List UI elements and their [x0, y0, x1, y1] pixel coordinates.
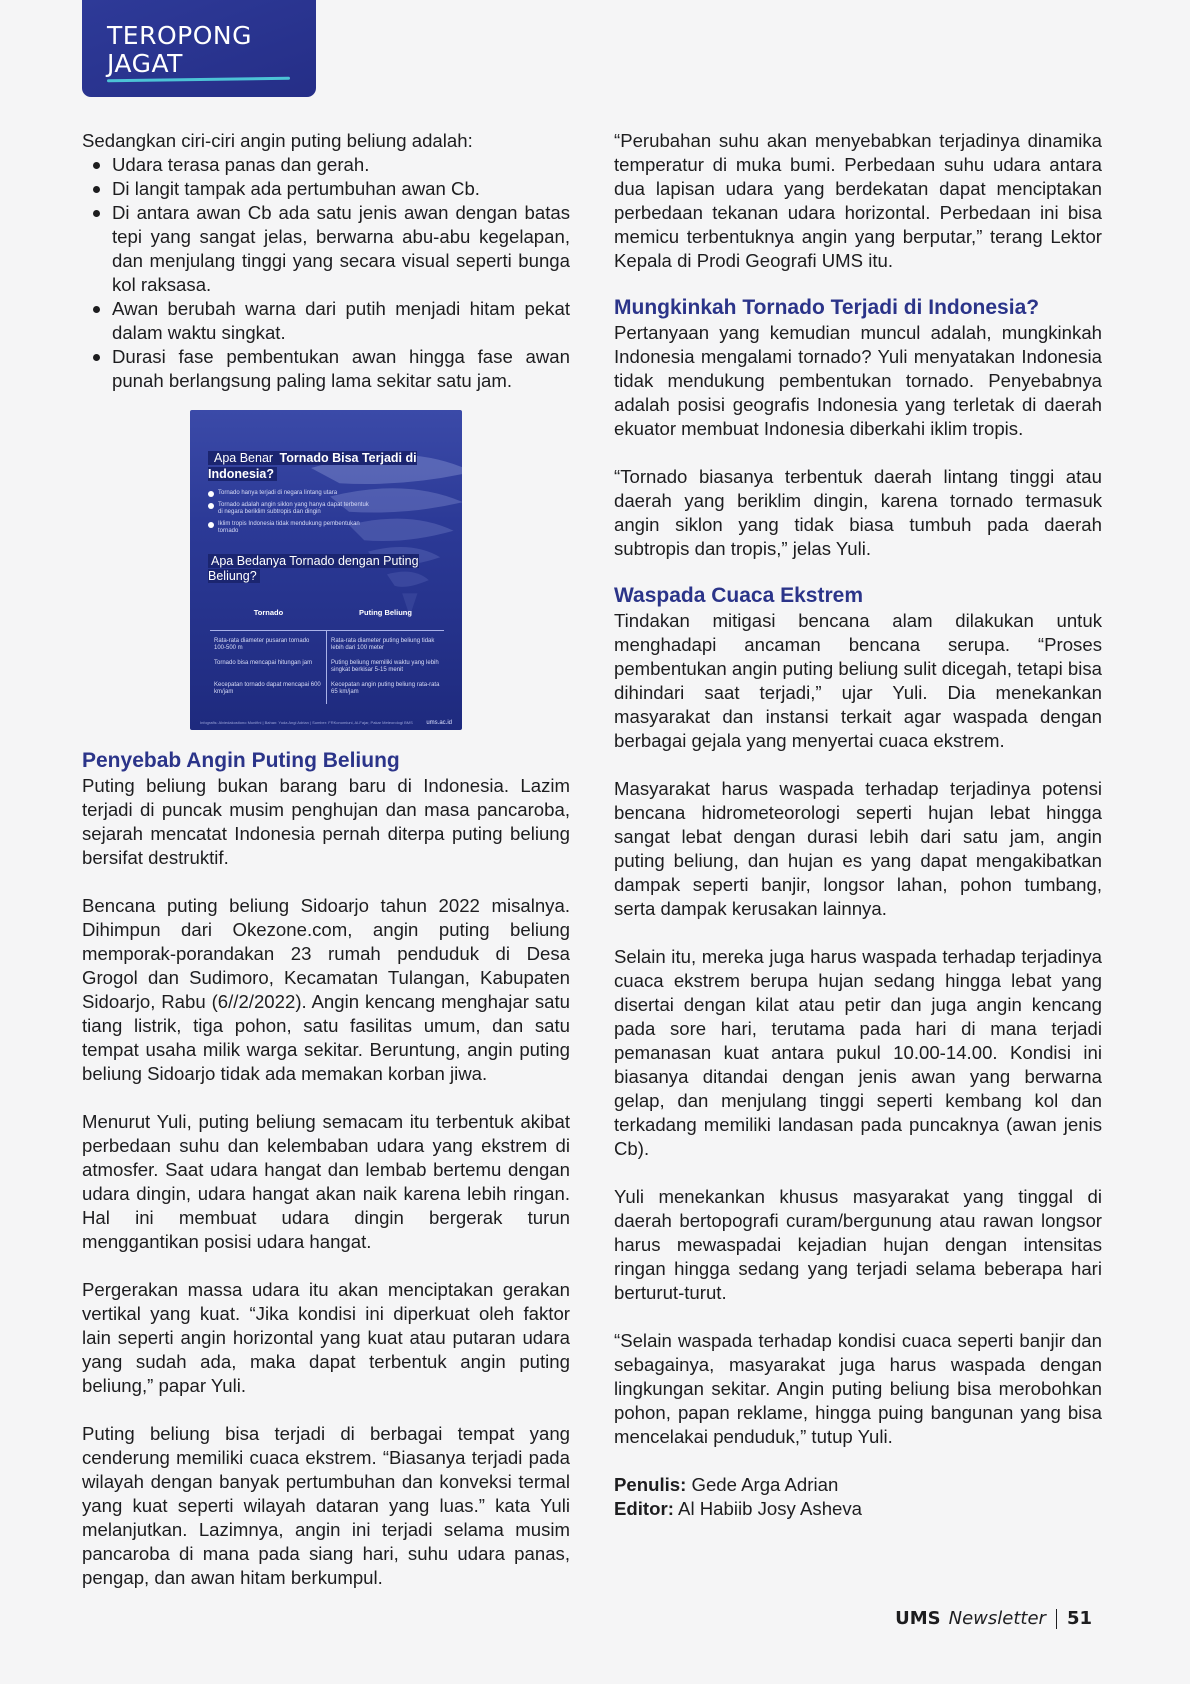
table-cell: Kecepatan tornado dapat mencapai 600 km/jam — [214, 682, 321, 695]
paragraph: Pergerakan massa udara itu akan menciptakan gerakan vertikal yang kuat. “Jika kondisi ini diperkuat oleh faktor lain seperti angin horizontal yang kuat atau putaran udara yang sudah ada, maka dapat terbentuk angin puting beliung,” papar Yuli. — [82, 1279, 570, 1396]
list-item: Di antara awan Cb ada satu jenis awan dengan batas tepi yang sangat jelas, berwarna abu-abu kegelapan, dan menjulang tinggi yang secara visual seperti bunga kol raksasa. — [82, 201, 570, 297]
table-cell: Rata-rata diameter pusaran tornado 100-500 m — [214, 638, 310, 651]
paragraph: Masyarakat harus waspada terhadap terjadinya potensi bencana hidrometeorologi seperti hujan lebat hingga sangat lebat dengan durasi lebih dari satu jam, angin puting beliung, dan hujan es yang dapat mengakibatkan dampak seperti banjir, longsor lahan, pohon tumbang, serta dampak kerusakan lainnya. — [614, 778, 1102, 919]
list-item: Di langit tampak ada pertumbuhan awan Cb. — [82, 177, 570, 201]
paragraph: Pertanyaan yang kemudian muncul adalah, mungkinkah Indonesia mengalami tornado? Yuli menyatakan Indonesia tidak mendukung pembentukan tornado. Penyebabnya adalah posisi geografis Indonesia yang terletak di daerah ekuator membuat Indonesia diberkahi iklim tropis. — [614, 322, 1102, 439]
paragraph: “Perubahan suhu akan menyebabkan terjadinya dinamika temperatur di muka bumi. Perbedaan suhu udara antara dua lapisan udara yang berdekatan dapat menciptakan perbedaan tekanan udara horizontal. Perbedaan ini bisa memicu terbentuknya angin yang berputar,” terang Lektor Kepala di Prodi Geografi UMS itu. — [614, 130, 1102, 271]
section-tab — [82, 0, 316, 97]
footer-brand: UMS — [895, 1608, 941, 1629]
page-footer — [895, 1607, 1092, 1631]
section-title-line2: JAGAT — [107, 49, 183, 78]
paragraph: Puting beliung bisa terjadi di berbagai tempat yang cenderung memiliki cuaca ekstrem. “Biasanya terjadi pada wilayah dengan banyak pertumbuhan dan konveksi termal yang kuat seperti wilayah dataran yang luas.” kata Yuli melanjutkan. Lazimnya, angin ini terjadi selama musim pancaroba di mana pada siang hari, suhu udara panas, pengap, dan awan hitam berkumpul. — [82, 1423, 570, 1588]
paragraph: Puting beliung bukan barang baru di Indonesia. Lazim terjadi di puncak musim penghujan dan masa pancaroba, sejarah mencatat Indonesia pernah diterpa puting beliung bersifat destruktif. — [82, 775, 570, 868]
right-column — [614, 129, 1102, 1521]
characteristics-list — [82, 153, 570, 393]
table-cell: Tornado bisa mencapai hitungan jam — [214, 660, 313, 666]
list-item: Awan berubah warna dari putih menjadi hitam pekat dalam waktu singkat. — [82, 297, 570, 345]
list-item: Tornado hanya terjadi di negara lintang utara — [208, 490, 373, 498]
writer-credit: Penulis: Gede Arga Adrian — [614, 1474, 839, 1495]
paragraph: Yuli menekankan khusus masyarakat yang tinggal di daerah bertopografi curam/bergunung atau rawan longsor harus mewaspadai kejadian hujan dengan intensitas ringan hingga sedang yang terjadi selama beberapa hari berturut-turut. — [614, 1186, 1102, 1303]
paragraph: Menurut Yuli, puting beliung semacam itu terbentuk akibat perbedaan suhu dan kelembaban udara yang ekstrem di atmosfer. Saat udara hangat dan lembab bertemu dengan udara dingin, udara hangat akan naik karena lebih ringan. Hal ini membuat udara dingin bergerak turun menggantikan posisi udara hangat. — [82, 1111, 570, 1252]
paragraph: Tindakan mitigasi bencana alam dilakukan untuk menghadapi ancaman bencana serupa. “Proses pembentukan angin puting beliung sulit dicegah, tetapi bisa dihindari saat terjadi,” ujar Yuli. Dia menekankan masyarakat dan instansi terkait agar waspada dengan berbagai gejala yang menyertai cuaca ekstrem. — [614, 610, 1102, 751]
column-header: Tornado — [253, 608, 284, 617]
infographic-brand: ums.ac.id — [426, 720, 452, 726]
heading-causes: Penyebab Angin Puting Beliung — [82, 749, 400, 772]
infographic-credit: Infografis: Alviedakostiono Munifini | Bahan: Yuda Angi Adrian | Sumber: FRKonomiuni, Al-Fajar, Pakar Meteorologi BMS — [200, 720, 413, 725]
table-cell: Puting beliung memiliki waktu yang lebih singkat berkisar 5-15 menit — [331, 660, 439, 673]
infographic-footer — [190, 716, 462, 730]
list-item: Tornado adalah angin siklon yang hanya dapat terbentuk di negara beriklim subtropis dan dingin — [208, 502, 373, 517]
table-cell: Kecepatan angin puting beliung rata-rata 65 km/jam — [331, 682, 440, 695]
page-number: 51 — [1066, 1608, 1092, 1629]
list-item: Durasi fase pembentukan awan hingga fase awan punah berlangsung paling lama sekitar satu jam. — [82, 345, 570, 393]
section-title-line1: TEROPONG — [107, 21, 252, 50]
paragraph: “Tornado biasanya terbentuk daerah lintang tinggi atau daerah yang beriklim dingin, karena tornado termasuk angin siklon yang tidak biasa tumbuh pada daerah subtropis dan tropis,” jelas Yuli. — [614, 466, 1102, 559]
left-column — [82, 129, 570, 1590]
intro-text: Sedangkan ciri-ciri angin puting beliung adalah: — [82, 130, 473, 151]
infographic-subtitle: Apa Bedanya Tornado dengan Puting Beliung? — [208, 554, 419, 583]
tornado-infographic — [190, 410, 462, 730]
editor-credit: Editor: Al Habiib Josy Asheva — [614, 1498, 863, 1519]
byline — [614, 1473, 1102, 1521]
comparison-table — [210, 601, 444, 704]
paragraph: Bencana puting beliung Sidoarjo tahun 2022 misalnya. Dihimpun dari Okezone.com, angin puting beliung memporak-porandakan 23 rumah penduduk di Desa Grogol dan Sudimoro, Kecamatan Tulangan, Kabupaten Sidoarjo, Rabu (6//2/2022). Angin kencang menghajar satu tiang listrik, tiga pohon, satu fasilitas umum, dan satu tempat usaha milik warga sekitar. Beruntung, angin puting beliung Sidoarjo tidak ada memakan korban jiwa. — [82, 895, 570, 1084]
footer-divider — [1056, 1609, 1057, 1629]
column-header: Puting Beliung — [359, 608, 412, 617]
paragraph: Selain itu, mereka juga harus waspada terhadap terjadinya cuaca ekstrem berupa hujan sedang hingga lebat yang disertai dengan kilat atau petir dan juga angin kencang pada sore hari, terutama pada hari di mana terjadi pemanasan kuat antara pukul 10.00-14.00. Kondisi ini biasanya ditandai dengan jenis awan yang berwarna gelap, dan menjulang tinggi seperti kembang kol dan terkadang memiliki landasan pada puncaknya (awan jenis Cb). — [614, 946, 1102, 1159]
paragraph: “Selain waspada terhadap kondisi cuaca seperti banjir dan sebagainya, masyarakat juga harus waspada dengan lingkungan sekitar. Angin puting beliung bisa merobohkan pohon, papan reklame, hingga puing bangunan yang bisa mencelakai penduduk,” tutup Yuli. — [614, 1330, 1102, 1447]
footer-newsletter: Newsletter — [948, 1608, 1046, 1629]
heading-tornado-indonesia: Mungkinkah Tornado Terjadi di Indonesia? — [614, 296, 1040, 319]
table-cell: Rata-rata diameter puting beliung tidak lebih dari 100 meter — [331, 638, 435, 651]
heading-extreme-weather: Waspada Cuaca Ekstrem — [614, 584, 863, 607]
list-item: Udara terasa panas dan gerah. — [82, 153, 570, 177]
list-item: Iklim tropis Indonesia tidak mendukung pembentukan tornado — [208, 521, 373, 536]
infographic-points — [208, 490, 373, 540]
infographic-title: Apa Benar Tornado Bisa Terjadi di Indonesia? — [208, 451, 417, 481]
